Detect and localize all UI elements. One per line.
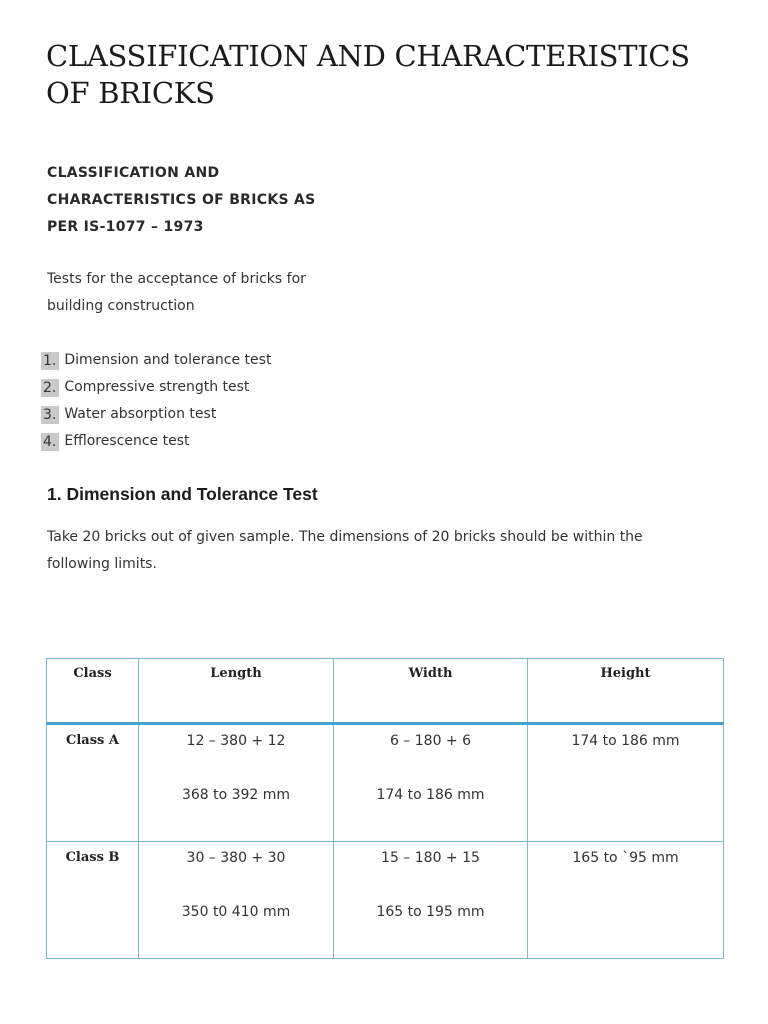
section-paragraph — [47, 524, 727, 578]
table-row — [47, 724, 724, 842]
subheading-line: PER IS-1077 – 1973 — [47, 219, 204, 235]
table-row — [47, 842, 724, 959]
title-line: CLASSIFICATION AND CHARACTERISTICS — [46, 39, 690, 73]
width-cell — [334, 842, 528, 959]
test-list — [41, 347, 271, 455]
standard-subheading — [47, 160, 377, 241]
subheading-line: CLASSIFICATION AND — [47, 165, 220, 181]
length-tolerance: 30 – 380 + 30 — [186, 850, 286, 866]
intro-line: building construction — [47, 298, 195, 314]
section-heading: 1. Dimension and Tolerance Test — [47, 484, 318, 504]
paragraph-line: following limits. — [47, 556, 157, 572]
list-item-label: Efflorescence test — [64, 433, 190, 449]
list-item-label: Compressive strength test — [64, 379, 250, 395]
list-item-label: Water absorption test — [64, 406, 217, 422]
width-range: 174 to 186 mm — [376, 787, 485, 803]
height-cell — [528, 724, 724, 842]
list-item — [41, 428, 271, 455]
list-item — [41, 374, 271, 401]
height-range: 165 to `95 mm — [572, 850, 679, 866]
row-class-label: Class A — [47, 724, 139, 842]
title-line: OF BRICKS — [46, 76, 215, 110]
list-item-label: Dimension and tolerance test — [64, 352, 272, 368]
column-header-class: Class — [47, 659, 139, 724]
list-number: 2. — [41, 379, 59, 397]
length-cell — [139, 842, 334, 959]
column-header-height: Height — [528, 659, 724, 724]
dimension-table — [46, 658, 724, 959]
column-header-length: Length — [139, 659, 334, 724]
list-item — [41, 401, 271, 428]
list-item — [41, 347, 271, 374]
page-title — [46, 38, 726, 112]
list-number: 1. — [41, 352, 59, 370]
subheading-line: CHARACTERISTICS OF BRICKS AS — [47, 192, 316, 208]
height-cell — [528, 842, 724, 959]
width-tolerance: 6 – 180 + 6 — [389, 733, 472, 749]
intro-paragraph — [47, 266, 377, 320]
list-number: 4. — [41, 433, 59, 451]
height-range: 174 to 186 mm — [571, 733, 680, 749]
width-tolerance: 15 – 180 + 15 — [381, 850, 480, 866]
paragraph-line: Take 20 bricks out of given sample. The dimensions of 20 bricks should be within the — [47, 529, 643, 545]
width-cell — [334, 724, 528, 842]
length-tolerance: 12 – 380 + 12 — [186, 733, 286, 749]
width-range: 165 to 195 mm — [376, 904, 485, 920]
length-cell — [139, 724, 334, 842]
intro-line: Tests for the acceptance of bricks for — [47, 271, 306, 287]
row-class-label: Class B — [47, 842, 139, 959]
length-range: 368 to 392 mm — [181, 787, 291, 803]
column-header-width: Width — [334, 659, 528, 724]
list-number: 3. — [41, 406, 59, 424]
length-range: 350 t0 410 mm — [181, 904, 291, 920]
table-header-row — [47, 659, 724, 724]
